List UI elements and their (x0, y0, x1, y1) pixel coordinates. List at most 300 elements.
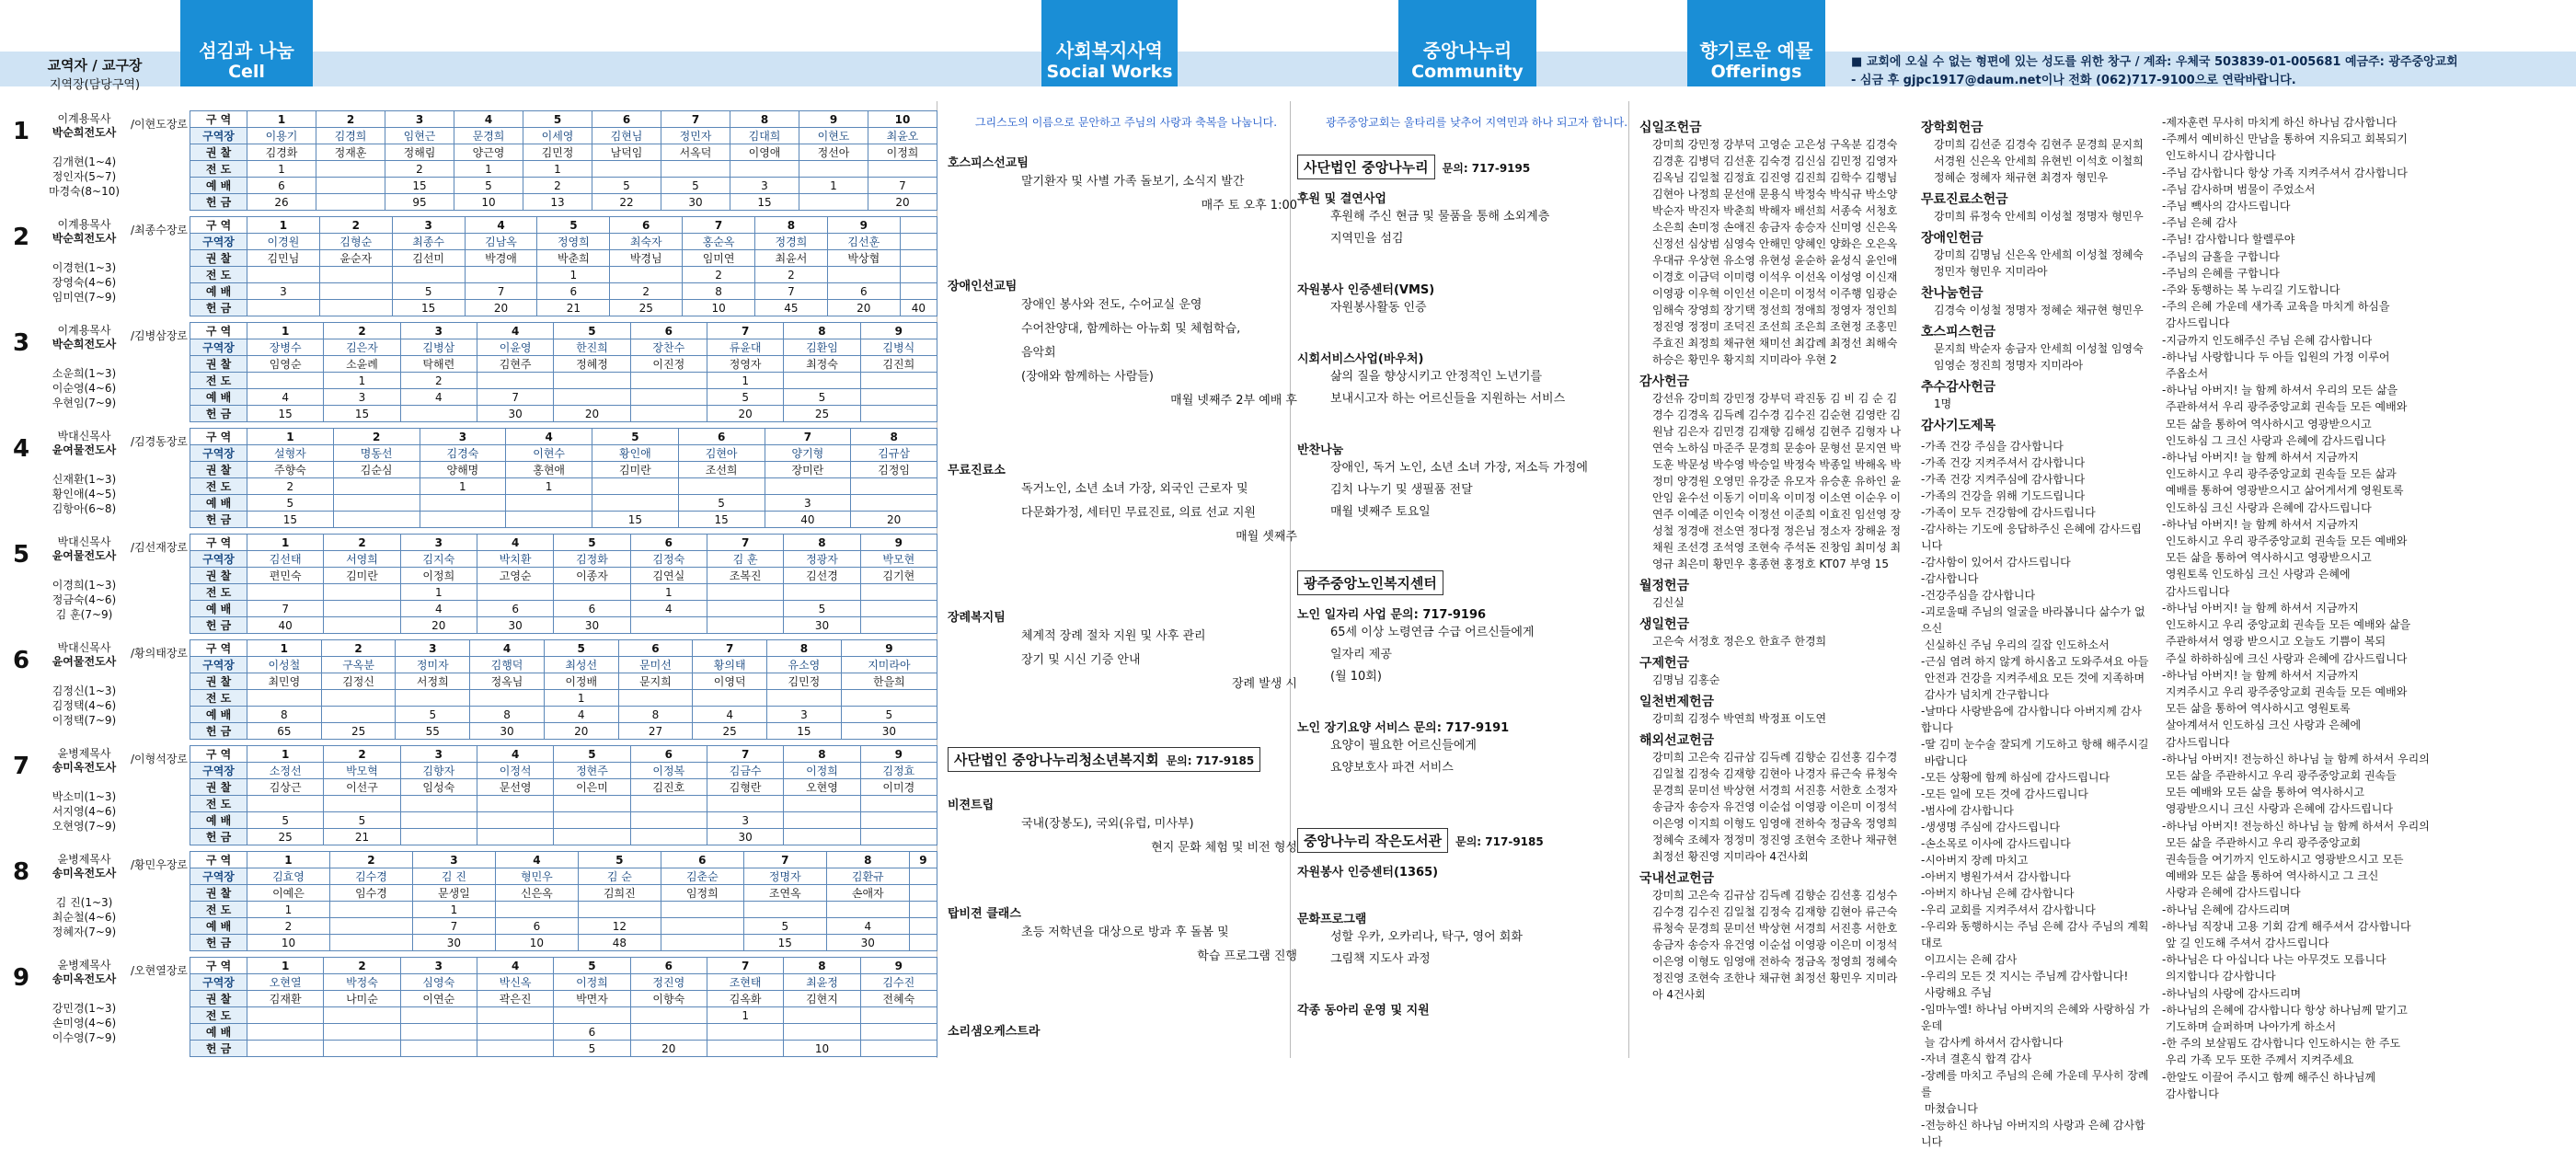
community-line: (월 10회) (1330, 670, 1382, 684)
table-cell: 5 (324, 812, 400, 829)
table-cell: 12 (578, 918, 661, 935)
table-cell: 김민님 (247, 250, 320, 267)
table-cell: 김현아 (678, 445, 765, 462)
table-cell (465, 267, 537, 283)
table-cell (630, 1007, 707, 1024)
table-cell: 6 (592, 111, 661, 128)
table-cell: 김선훈 (827, 234, 900, 250)
table-cell: 박경님 (610, 250, 683, 267)
table-cell (909, 902, 937, 918)
district-elder: /오현열장로 (131, 964, 189, 977)
table-cell (678, 478, 765, 495)
table-cell: 김환규 (826, 868, 909, 885)
leader-name: 송미옥전도사 (52, 972, 117, 985)
table-cell: 30 (784, 617, 860, 634)
table-cell: 7 (477, 389, 553, 406)
table-cell: 10 (247, 935, 330, 951)
district-table (190, 957, 937, 1057)
row-label: 예 배 (190, 178, 247, 194)
table-cell: 김행덕 (470, 657, 545, 673)
community-block-header (1297, 155, 1647, 179)
row-label: 헌 금 (190, 1041, 247, 1057)
table-cell (316, 178, 385, 194)
table-cell: 최윤정 (784, 974, 860, 991)
table-cell (630, 796, 707, 812)
table-cell: 3 (392, 217, 465, 234)
table-cell: 이정석 (477, 763, 553, 779)
district-elder: /김선재장로 (131, 541, 189, 554)
district-person: 김항아(6~8) (52, 502, 117, 515)
table-cell: 조현태 (707, 974, 783, 991)
table-cell: 5 (554, 1041, 630, 1057)
prayer-list-middle: -가족 건강 주심을 감사합니다 -가족 건강 지켜주셔서 감사합니다 -가족 건강 지켜주심에 감사합니다 -가족의 건강을 위해 기도드립니다 -가족이 모두 건강함에 감사드립니다 -감사하는 기도에 응답하주신 은혜에 감사드립니다 -감사함이 있어서 감사드립니다 -감사합니다 -건강주심을 감사합니다 -괴로울때 주님의 얼굴을 바라봅니다 삶수가 없으신 신실하신 주님 우리의 길잡 인도하소서 -근심 염려 하지 않게 하시옵고 도와주셔요 아들 안전과 건강을 지켜주세요 모든 것에 지족하며 감사가 넘치게 간구합니다 -날마다 사랑받음에 감사합니다 아버지께 감사합니다 -딸 김미 눈수술 잘되게 기도하고 항해 해주시길 바랍니다 -모든 상황에 함께 하심에 감사드립니다 -모든 일에 모든 것에 감사드립니다 -범사에 감사합니다 -생생명 주심에 감사드립니다 -손소목로 이사에 감사드립니다 -시아버지 장례 마치고 -아버지 병원가셔서 감사합니다 -아버지 하나님 은혜 감사합니다 -우리 교회를 지켜주셔서 감사합니다 -우리와 동행하시는 주님 은혜 감사 주님의 계획대로 이끄시는 은혜 감사 -우리의 모든 것 지시는 주님께 감사합니다! 사랑해요 주님 -임마누엘! 하나님 아버지의 은혜와 사랑하심 가운데 늘 감사케 하셔서 감사합니다 -자녀 결혼식 합격 감사 -장례를 마치고 주님의 은혜 가운데 무사히 장례를 마쳤습니다 -전능하신 하나님 아버지의 사랑과 은혜 감사합니다 (1921, 440, 2150, 1148)
table-row (190, 535, 937, 551)
table-cell: 김 훈 (707, 551, 783, 568)
table-cell (784, 1007, 860, 1024)
row-label: 구역장 (190, 234, 247, 250)
table-cell: 김환임 (784, 339, 860, 356)
table-cell: 고영순 (477, 568, 553, 584)
district-person: 신재환(1~3) (52, 473, 117, 486)
table-cell: 30 (477, 406, 553, 422)
district-leader (40, 853, 128, 880)
row-label: 전 도 (190, 267, 247, 283)
row-label: 구역장 (190, 974, 247, 991)
offering-title: 일천번제헌금 (1639, 695, 1715, 709)
offering-title: 추수감사헌금 (1921, 380, 1996, 395)
table-cell (247, 690, 322, 707)
table-cell: 26 (247, 194, 316, 211)
district-block (13, 428, 933, 529)
tab-label-en: Community Center (1411, 62, 1524, 104)
table-cell: 한진희 (554, 339, 630, 356)
district-leader (40, 959, 128, 986)
table-cell: 30 (826, 935, 909, 951)
offering-title: 월정헌금 (1639, 579, 1690, 593)
table-cell: 5 (544, 640, 618, 657)
table-row (190, 178, 937, 194)
table-cell: 남덕임 (592, 144, 661, 161)
table-cell: 김현님 (592, 128, 661, 144)
table-cell: 김병식 (860, 339, 937, 356)
row-label: 구 역 (190, 323, 247, 339)
table-cell: 1 (247, 535, 324, 551)
table-cell: 이성철 (247, 657, 322, 673)
table-cell: 1 (247, 111, 316, 128)
tab-cell-meetings[interactable] (180, 0, 313, 104)
table-cell: 3 (400, 535, 477, 551)
district-person: 마경숙(8~10) (48, 185, 121, 198)
table-cell: 9 (860, 746, 937, 763)
leader-title: 박대신목사 (57, 641, 111, 654)
row-label: 예 배 (190, 389, 247, 406)
district-block (13, 534, 933, 635)
table-cell: 1 (523, 161, 592, 178)
table-cell: 15 (385, 178, 454, 194)
table-cell: 김경희 (316, 128, 385, 144)
table-cell: 4 (477, 746, 553, 763)
district-leader (40, 324, 128, 351)
row-label: 헌 금 (190, 829, 247, 845)
district-number: 5 (13, 541, 30, 569)
table-cell: 7 (707, 323, 783, 339)
table-row (190, 339, 937, 356)
table-row (190, 406, 937, 422)
table-cell: 이영애 (730, 144, 799, 161)
table-cell: 6 (827, 283, 900, 300)
table-cell (900, 217, 937, 234)
community-line: 장애인, 독거 노인, 소년 소녀 가장, 저소득 가정에 (1330, 461, 1588, 475)
header-bar (0, 0, 2576, 104)
table-cell (851, 478, 937, 495)
table-cell: 3 (324, 389, 400, 406)
district-number: 2 (13, 224, 30, 251)
tab-label-en: Cell Meetings (201, 62, 293, 104)
table-cell: 김순심 (333, 462, 420, 478)
table-cell: 황인애 (592, 445, 679, 462)
table-cell (247, 300, 320, 316)
table-cell: 3 (765, 495, 851, 512)
social-section-name: 호스피스선교팀 (948, 156, 1029, 170)
table-cell: 이예은 (247, 885, 330, 902)
table-cell: 문선영 (477, 779, 553, 796)
table-cell: 5 (841, 707, 937, 723)
table-row (190, 902, 937, 918)
table-cell: 6 (554, 1024, 630, 1041)
table-row (190, 250, 937, 267)
district-table (190, 534, 937, 634)
table-cell (400, 1041, 477, 1057)
table-cell: 6 (495, 918, 578, 935)
table-cell: 김지숙 (400, 551, 477, 568)
district-number: 7 (13, 753, 30, 780)
social-section-title (948, 903, 1334, 921)
row-label: 예 배 (190, 601, 247, 617)
table-cell: 4 (470, 640, 545, 657)
table-cell: 정현주 (554, 763, 630, 779)
table-cell: 최윤서 (755, 250, 828, 267)
table-cell: 문미선 (618, 657, 693, 673)
table-row (190, 779, 937, 796)
table-cell (630, 812, 707, 829)
row-label: 구 역 (190, 958, 247, 974)
table-cell (765, 478, 851, 495)
table-cell: 30 (477, 617, 553, 634)
table-cell (909, 918, 937, 935)
table-cell: 조복진 (707, 568, 783, 584)
table-cell: 김형순 (319, 234, 392, 250)
offering-title: 호스피스헌금 (1921, 325, 1996, 339)
table-cell: 1 (537, 267, 610, 283)
table-cell: 27 (618, 723, 693, 740)
table-row (190, 356, 937, 373)
table-cell: 7 (707, 746, 783, 763)
social-section-name: 장례복지팀 (948, 611, 1006, 625)
table-cell (909, 868, 937, 885)
tab-offerings[interactable] (1687, 0, 1825, 86)
table-cell: 30 (661, 194, 730, 211)
table-cell (860, 617, 937, 634)
district-number: 8 (13, 858, 30, 886)
social-line: 수어찬양대, 함께하는 아뉴회 및 체험학습, (1021, 322, 1241, 336)
table-cell: 정혜정 (554, 356, 630, 373)
table-cell: 김효영 (247, 868, 330, 885)
row-label: 전 도 (190, 902, 247, 918)
table-row (190, 690, 937, 707)
social-section-title (948, 747, 1260, 772)
table-cell (477, 1024, 553, 1041)
table-row (190, 673, 937, 690)
row-label: 헌 금 (190, 617, 247, 634)
table-cell: 김희진 (578, 885, 661, 902)
table-cell: 1 (630, 584, 707, 601)
offering-title: 장학회헌금 (1921, 121, 1984, 135)
table-cell: 이세영 (523, 128, 592, 144)
table-cell (324, 1007, 400, 1024)
social-line: 말기환자 및 사별 가족 돌보기, 소식지 발간 (1021, 175, 1245, 189)
district-table (190, 851, 937, 951)
table-cell (506, 512, 592, 528)
leader-name: 윤여물전도사 (52, 549, 117, 562)
table-row (190, 373, 937, 389)
table-cell: 9 (860, 535, 937, 551)
table-cell: 박경애 (465, 250, 537, 267)
row-label: 권 찰 (190, 779, 247, 796)
social-line: 학습 프로그램 진행 (1197, 949, 1297, 963)
row-label: 권 찰 (190, 144, 247, 161)
table-cell: 22 (592, 194, 661, 211)
table-cell: 2 (683, 267, 755, 283)
table-cell (860, 406, 937, 422)
row-label: 전 도 (190, 478, 247, 495)
leader-title: 이계용목사 (57, 112, 111, 125)
table-cell: 20 (400, 617, 477, 634)
table-cell (420, 512, 506, 528)
offering-title: 해외선교헌금 (1639, 733, 1715, 748)
district-block (13, 851, 933, 952)
tab-social-works[interactable] (1041, 0, 1178, 86)
table-cell: 조연옥 (743, 885, 826, 902)
row-label: 권 찰 (190, 250, 247, 267)
offerings-column-2 (1921, 114, 2151, 1150)
social-line: 매월 셋째주 (1236, 530, 1297, 544)
table-cell: 5 (592, 178, 661, 194)
table-cell: 김정화 (554, 551, 630, 568)
table-cell: 문생일 (412, 885, 495, 902)
table-cell: 김정효 (860, 763, 937, 779)
table-cell: 4 (247, 389, 324, 406)
table-row (190, 829, 937, 845)
community-line: 요양보호사 파견 서비스 (1330, 761, 1454, 775)
community-block-title: 광주중앙노인복지센터 (1297, 570, 1443, 595)
table-cell: 임정희 (661, 885, 743, 902)
district-people (40, 895, 128, 939)
table-cell: 8 (470, 707, 545, 723)
table-cell (477, 373, 553, 389)
table-cell (392, 267, 465, 283)
table-cell: 이연순 (400, 991, 477, 1007)
community-sub-title: 문화프로그램 (1297, 913, 1367, 926)
district-number: 1 (13, 118, 30, 145)
table-cell: 조선희 (678, 462, 765, 478)
table-cell (909, 935, 937, 951)
table-cell: 윤순자 (319, 250, 392, 267)
table-row (190, 495, 937, 512)
community-sub-title: 반찬나눔 (1297, 443, 1344, 457)
social-section-title (948, 276, 1334, 293)
table-cell: 오현영 (784, 779, 860, 796)
offering-title: 찬나눔헌금 (1921, 286, 1984, 301)
table-cell: 4 (465, 217, 537, 234)
table-cell: 박상협 (827, 250, 900, 267)
table-cell (707, 796, 783, 812)
table-cell (618, 690, 693, 707)
table-cell: 최정숙 (784, 356, 860, 373)
table-cell: 정재훈 (316, 144, 385, 161)
community-sub-title: 노인 일자리 사업 문의: 717-9196 (1297, 608, 1487, 622)
social-line: 국내(장봉도), 국외(유럽, 미사부) (1021, 817, 1194, 831)
table-cell: 박면자 (554, 991, 630, 1007)
community-line: 요양이 필요한 어르신들에게 (1330, 739, 1477, 753)
table-cell: 김옥화 (707, 991, 783, 1007)
district-leader (40, 430, 128, 457)
table-cell (477, 796, 553, 812)
table-cell (610, 267, 683, 283)
table-cell: 이선구 (324, 779, 400, 796)
offering-title: 무료진료소헌금 (1921, 192, 2008, 207)
social-line: 초등 저학년을 대상으로 방과 후 돌봄 및 (1021, 926, 1229, 939)
table-cell: 8 (784, 746, 860, 763)
table-cell (900, 234, 937, 250)
table-cell: 9 (909, 852, 937, 868)
table-cell: 유소영 (767, 657, 842, 673)
offering-title: 십일조헌금 (1639, 121, 1702, 135)
table-cell: 정명자 (743, 868, 826, 885)
row-label: 전 도 (190, 690, 247, 707)
table-cell: 이경원 (247, 234, 320, 250)
row-label: 전 도 (190, 373, 247, 389)
district-person: 정금숙(4~6) (52, 593, 117, 606)
table-cell: 2 (400, 373, 477, 389)
table-cell: 3 (767, 707, 842, 723)
table-row (190, 283, 937, 300)
table-cell (477, 584, 553, 601)
social-line: 장애인 봉사와 전도, 수어교실 운영 (1021, 298, 1202, 312)
prayer-list-right: -제자훈련 무사히 마치게 하신 하나님 감사합니다 -주께서 예비하신 만남을 통하여 지유되고 회복되기 인도하시니 감사합니다 -주님 감사합니다 항상 가족 지켜주셔서 감사합니다 -주님 감사하며 범물이 주었소서 -주님 빽사의 감사드립니다 -주님 은혜 감사 -주님! 감사합니다 할렐루야 -주님의 금홀을 구합니다 -주님의 은혜를 구합니다 -주와 동행하는 복 누리길 기도합니다 -주의 은혜 가운데 새가족 교육을 마치게 하심을 감사드립니다 -지금까지 인도해주신 주님 은혜 감사합니다 -하나님 사랑합니다 두 아들 입원의 가정 이루어 주옵소서 -하나님 아버지! 늘 함께 하셔서 우리의 모든 삶을 주관하셔서 우리 광주중앙교회 권속들 모든 예배와 모든 삶을 통하여 역사하시고 영광받으시고 인도하심 그 크신 사랑과 은혜에 감사드립니다 -하나님 아버지! 늘 함께 하셔서 지금까지 인도하시고 우리 광주중앙교회 권속들 모든 삶과 예배를 통하여 영광받으시고 삶어게서게 영원토록 인도하심 크신 사랑과 은혜에 감사드립니다 -하나님 아버지! 늘 함께 하셔서 지금까지 인도하시고 우리 광주중앙교회 권속들 모든 예배와 모든 삶을 통하여 역사하시고 영광받으시고 영원토록 인도하심 크신 사랑과 은혜에 감사드립니다 -하나님 아버지! 늘 함께 하셔서 지금까지 인도하시고 우리 중앙교회 권속들 모든 예배와 삶을 주관하셔서 영광 받으시고 오늘도 기쁨이 복되 주실 하하하심에 크신 사랑과 은혜에 감사드립니다 -하나님 아버지! 늘 함께 하셔서 지금까지 지켜주시고 우리 광주중앙교회 권속들 모든 예배와 모든 삶을 통하여 역사하시고 영원토록 살아계셔서 인도하심 크신 사랑과 은혜에 감사드립니다 -하나님 아버지! 전능하신 하나님 늘 함께 하셔서 우리의 모든 삶을 주관하시고 우리 광주중앙교회 권속들 모든 예배와 모든 삶을 통하여 역사하시고 영광받으시니 크신 사랑과 은혜에 감사드립니다 -하나님 아버지! 전능하신 하나님 늘 함께 하셔서 우리의 모든 삶을 주관하시고 우리 광주중앙교회 권속들을 여기까지 인도하시고 영광받으시고 모든 예배와 모든 삶을 통하여 역사하시고 그 크신 사랑과 은혜에 감사드립니다 -하나님 은혜에 감사드리며 -하나님 직장내 고용 기회 감게 해주셔서 감사합니다 앞 길 인도해 주셔서 감사드립니다 -하나님은 다 아십니다 나는 아무것도 모릅니다 의지합니다 감사합니다 -하나님의 사랑에 감사드리며 -하나님의 은혜에 감사합니다 항상 하나님께 맡기고 기도하며 슬퍼하며 나아가게 하소서 -한 주의 보살핌도 감사합니다 인도하시는 한 주도 우리 가족 모두 또한 주께서 지켜주세요 -한알도 이끌어 주시고 함께 해주신 하나님께 감사합니다 (2162, 116, 2430, 1100)
district-person: 박소미(1~3) (52, 790, 117, 803)
table-cell: 소윤례 (324, 356, 400, 373)
table-cell (400, 406, 477, 422)
table-cell: 5 (454, 178, 523, 194)
table-cell: 6 (537, 283, 610, 300)
table-cell: 편민숙 (247, 568, 324, 584)
leader-name: 송미옥전도사 (52, 761, 117, 774)
table-cell (324, 1024, 400, 1041)
table-cell: 9 (841, 640, 937, 657)
table-row (190, 617, 937, 634)
table-cell: 최종수 (392, 234, 465, 250)
table-cell: 25 (784, 406, 860, 422)
table-row (190, 323, 937, 339)
table-cell: 7 (707, 535, 783, 551)
table-cell: 김경숙 (420, 445, 506, 462)
leader-title: 박대신목사 (57, 430, 111, 443)
table-cell: 40 (247, 617, 324, 634)
table-cell: 류윤대 (707, 339, 783, 356)
table-cell: 1 (454, 161, 523, 178)
district-block (13, 745, 933, 846)
table-cell: 서옥덕 (661, 144, 730, 161)
row-label: 구 역 (190, 217, 247, 234)
table-cell (909, 885, 937, 902)
table-cell: 9 (827, 217, 900, 234)
leader-title: 윤병제목사 (57, 747, 111, 760)
offering-names: 강미희 김명님 신은옥 안세희 이성철 정혜숙 정민자 형민우 지미라아 (1934, 248, 2144, 278)
offering-names: 강선유 강미희 강민정 강부덕 곽진동 김 비 김 순 김경수 김경옥 김득례 김수경 김수진 김순현 김영란 김원남 김은자 김민경 김재향 김해성 김현주 김형자 나연숙 노하심 마준주 문경희 문송아 문형선 문지연 박도훈 박문성 박수영 박승일 박정숙 박종일 박해옥 박정미 양경원 오영민 유강준 유모자 유승훈 유하인 윤안임 윤수선 이동기 이미옥 이미정 이소연 이순우 이연주 이예준 이인숙 이정선 이준희 이효진 임선영 장성철 정경애 전소연 정다정 정은님 정소자 장해윤 정채원 조선경 조석영 조현숙 주석돈 진창임 최미성 최영규 최은미 황민우 홍종현 홍정호 KT07 부영 15 (1652, 392, 1902, 570)
table-cell: 김 순 (578, 868, 661, 885)
table-cell: 10 (868, 111, 937, 128)
table-cell: 박치환 (477, 551, 553, 568)
table-cell: 7 (765, 429, 851, 445)
community-line: 일자리 제공 (1330, 648, 1392, 661)
row-label: 전 도 (190, 796, 247, 812)
table-row (190, 852, 937, 868)
table-cell: 김진호 (630, 779, 707, 796)
offerings-column-1 (1639, 114, 1906, 1003)
district-person: 이경희(1~3) (52, 579, 117, 592)
table-row (190, 551, 937, 568)
table-cell: 21 (324, 829, 400, 845)
district-leader (40, 641, 128, 669)
table-cell: 이현도 (799, 128, 868, 144)
leader-name: 윤여물전도사 (52, 443, 117, 456)
table-cell (477, 812, 553, 829)
table-cell: 김선경 (784, 568, 860, 584)
table-cell (592, 478, 679, 495)
table-cell (477, 1041, 553, 1057)
table-cell (554, 796, 630, 812)
table-cell: 8 (784, 535, 860, 551)
table-cell: 김재환 (247, 991, 324, 1007)
table-cell (319, 267, 392, 283)
table-cell: 25 (247, 829, 324, 845)
tab-community-center[interactable] (1398, 0, 1536, 104)
district-leader (40, 535, 128, 563)
table-row (190, 429, 937, 445)
table-cell: 문경희 (454, 128, 523, 144)
row-label: 예 배 (190, 1024, 247, 1041)
table-cell: 2 (385, 161, 454, 178)
table-cell: 이용기 (247, 128, 316, 144)
table-cell (630, 829, 707, 845)
table-cell: 오현열 (247, 974, 324, 991)
table-cell: 13 (523, 194, 592, 211)
table-cell (900, 250, 937, 267)
social-line: 장기 및 시신 기증 안내 (1021, 653, 1141, 667)
table-cell: 정영희 (537, 234, 610, 250)
community-line: 65세 이상 노령연금 수급 어르신들에게 (1330, 626, 1535, 639)
community-spacer (1297, 319, 1647, 339)
table-cell: 2 (247, 478, 334, 495)
table-cell: 양해명 (420, 462, 506, 478)
table-cell: 박춘희 (537, 250, 610, 267)
district-person: 이경헌(1~3) (52, 261, 117, 274)
table-cell: 4 (454, 111, 523, 128)
table-cell: 6 (678, 429, 765, 445)
table-cell: 양근영 (454, 144, 523, 161)
district-person: 김 진(1~3) (55, 896, 113, 909)
table-cell: 8 (851, 429, 937, 445)
